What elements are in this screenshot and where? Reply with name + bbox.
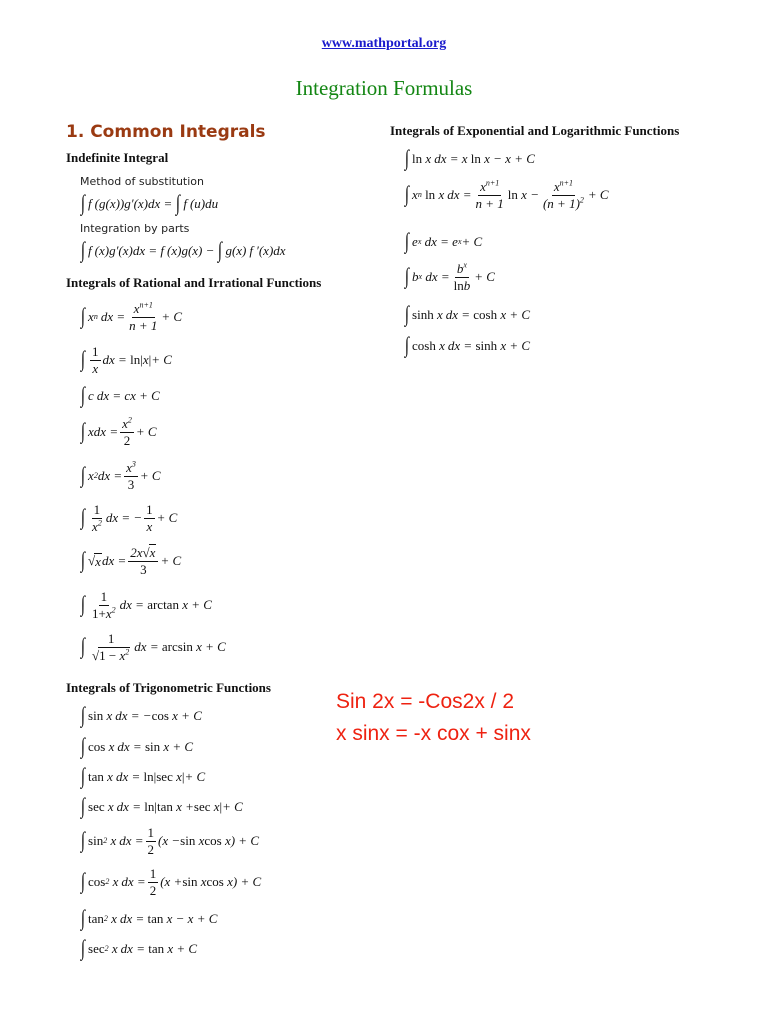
formula-by-parts: ∫ f (x)g′(x)dx = f (x)g(x) − ∫ g(x) f ′(x)dx	[80, 237, 286, 262]
right-column	[390, 0, 730, 1024]
section-title: 1. Common Integrals	[66, 122, 266, 142]
formula-sqrt: ∫ √ x dx = $\frac{2x√x}{3}$ + C	[80, 545, 182, 577]
formula-cos: ∫ cos x dx = sin x + C	[80, 733, 194, 758]
indefinite-integral-heading: Indefinite Integral	[66, 150, 169, 165]
formula-sinh: ∫ sinh x dx = cosh x + C	[404, 301, 531, 326]
formula-substitution: ∫ f (g(x))g′(x)dx = ∫ f (u)du	[80, 190, 219, 215]
formula-cosh: ∫ cosh x dx = sinh x + C	[404, 332, 531, 357]
formula-reciprocal: ∫ $\frac{1}{x}$ dx = ln | x | + C	[80, 344, 172, 376]
site-link[interactable]: www.mathportal.org	[321, 36, 447, 51]
handwritten-note-2: x sinx = -x cox + sinx	[336, 722, 531, 745]
left-column	[66, 0, 366, 1024]
parts-label: Integration by parts	[80, 222, 190, 235]
formula-arcsin: ∫ $\frac{1}{√1 - x^2}$ dx = arcsin x + C	[80, 631, 226, 663]
rational-functions-heading: Integrals of Rational and Irrational Functions	[66, 275, 322, 290]
formula-tan: ∫ tan x dx = ln | sec x | + C	[80, 763, 206, 788]
formula-constant: ∫ c dx = cx + C	[80, 382, 160, 407]
document-title: Integration Formulas	[295, 76, 473, 100]
formula-sin-squared: ∫ sin 2 x dx = $\frac{1}{2}$ (x − sin x cos x) + C	[80, 825, 259, 857]
formula-x-squared: ∫ x 2 dx = $\frac{x^3}{3}$ + C	[80, 459, 161, 492]
formula-x: ∫ xdx = $\frac{x^2}{2}$ + C	[80, 415, 157, 448]
handwritten-note-1: Sin 2x = -Cos2x / 2	[336, 690, 514, 713]
formula-bx: ∫ b x dx = $\frac{b^x}{\ln b}$ + C	[404, 260, 495, 293]
exp-log-heading: Integrals of Exponential and Logarithmic Functions	[390, 123, 680, 138]
formula-tan-squared: ∫ tan 2 x dx = tan x − x + C	[80, 905, 218, 930]
formula-sin: ∫ sin x dx = − cos x + C	[80, 702, 202, 727]
formula-inverse-square: ∫ $\frac{1}{x^2}$ dx = − $\frac{1}{x}$ + C	[80, 502, 178, 534]
formula-sec: ∫ sec x dx = ln | tan x + sec x | + C	[80, 793, 243, 818]
formula-sec-squared: ∫ sec 2 x dx = tan x + C	[80, 935, 198, 960]
formula-power-rule: ∫ x n dx = $\frac{x^{n+1}}{n + 1}$ + C	[80, 300, 183, 333]
formula-ln: ∫ ln x dx = x ln x − x + C	[404, 145, 535, 170]
formula-xn-ln: ∫ x n ln x dx = $\frac{x^{n+1}}{n + 1}$ ln x − $\frac{x^{n+1}}{(n + 1)^2}$ + C	[404, 178, 609, 211]
trig-functions-heading: Integrals of Trigonometric Functions	[66, 680, 271, 695]
formula-exp: ∫ e x dx = e x + C	[404, 228, 483, 253]
formula-arctan: ∫ $\frac{1}{1+x^2}$ dx = arctan x + C	[80, 589, 212, 621]
formula-cos-squared: ∫ cos 2 x dx = $\frac{1}{2}$ (x + sin x cos x) + C	[80, 866, 262, 898]
substitution-label: Method of substitution	[80, 175, 204, 188]
